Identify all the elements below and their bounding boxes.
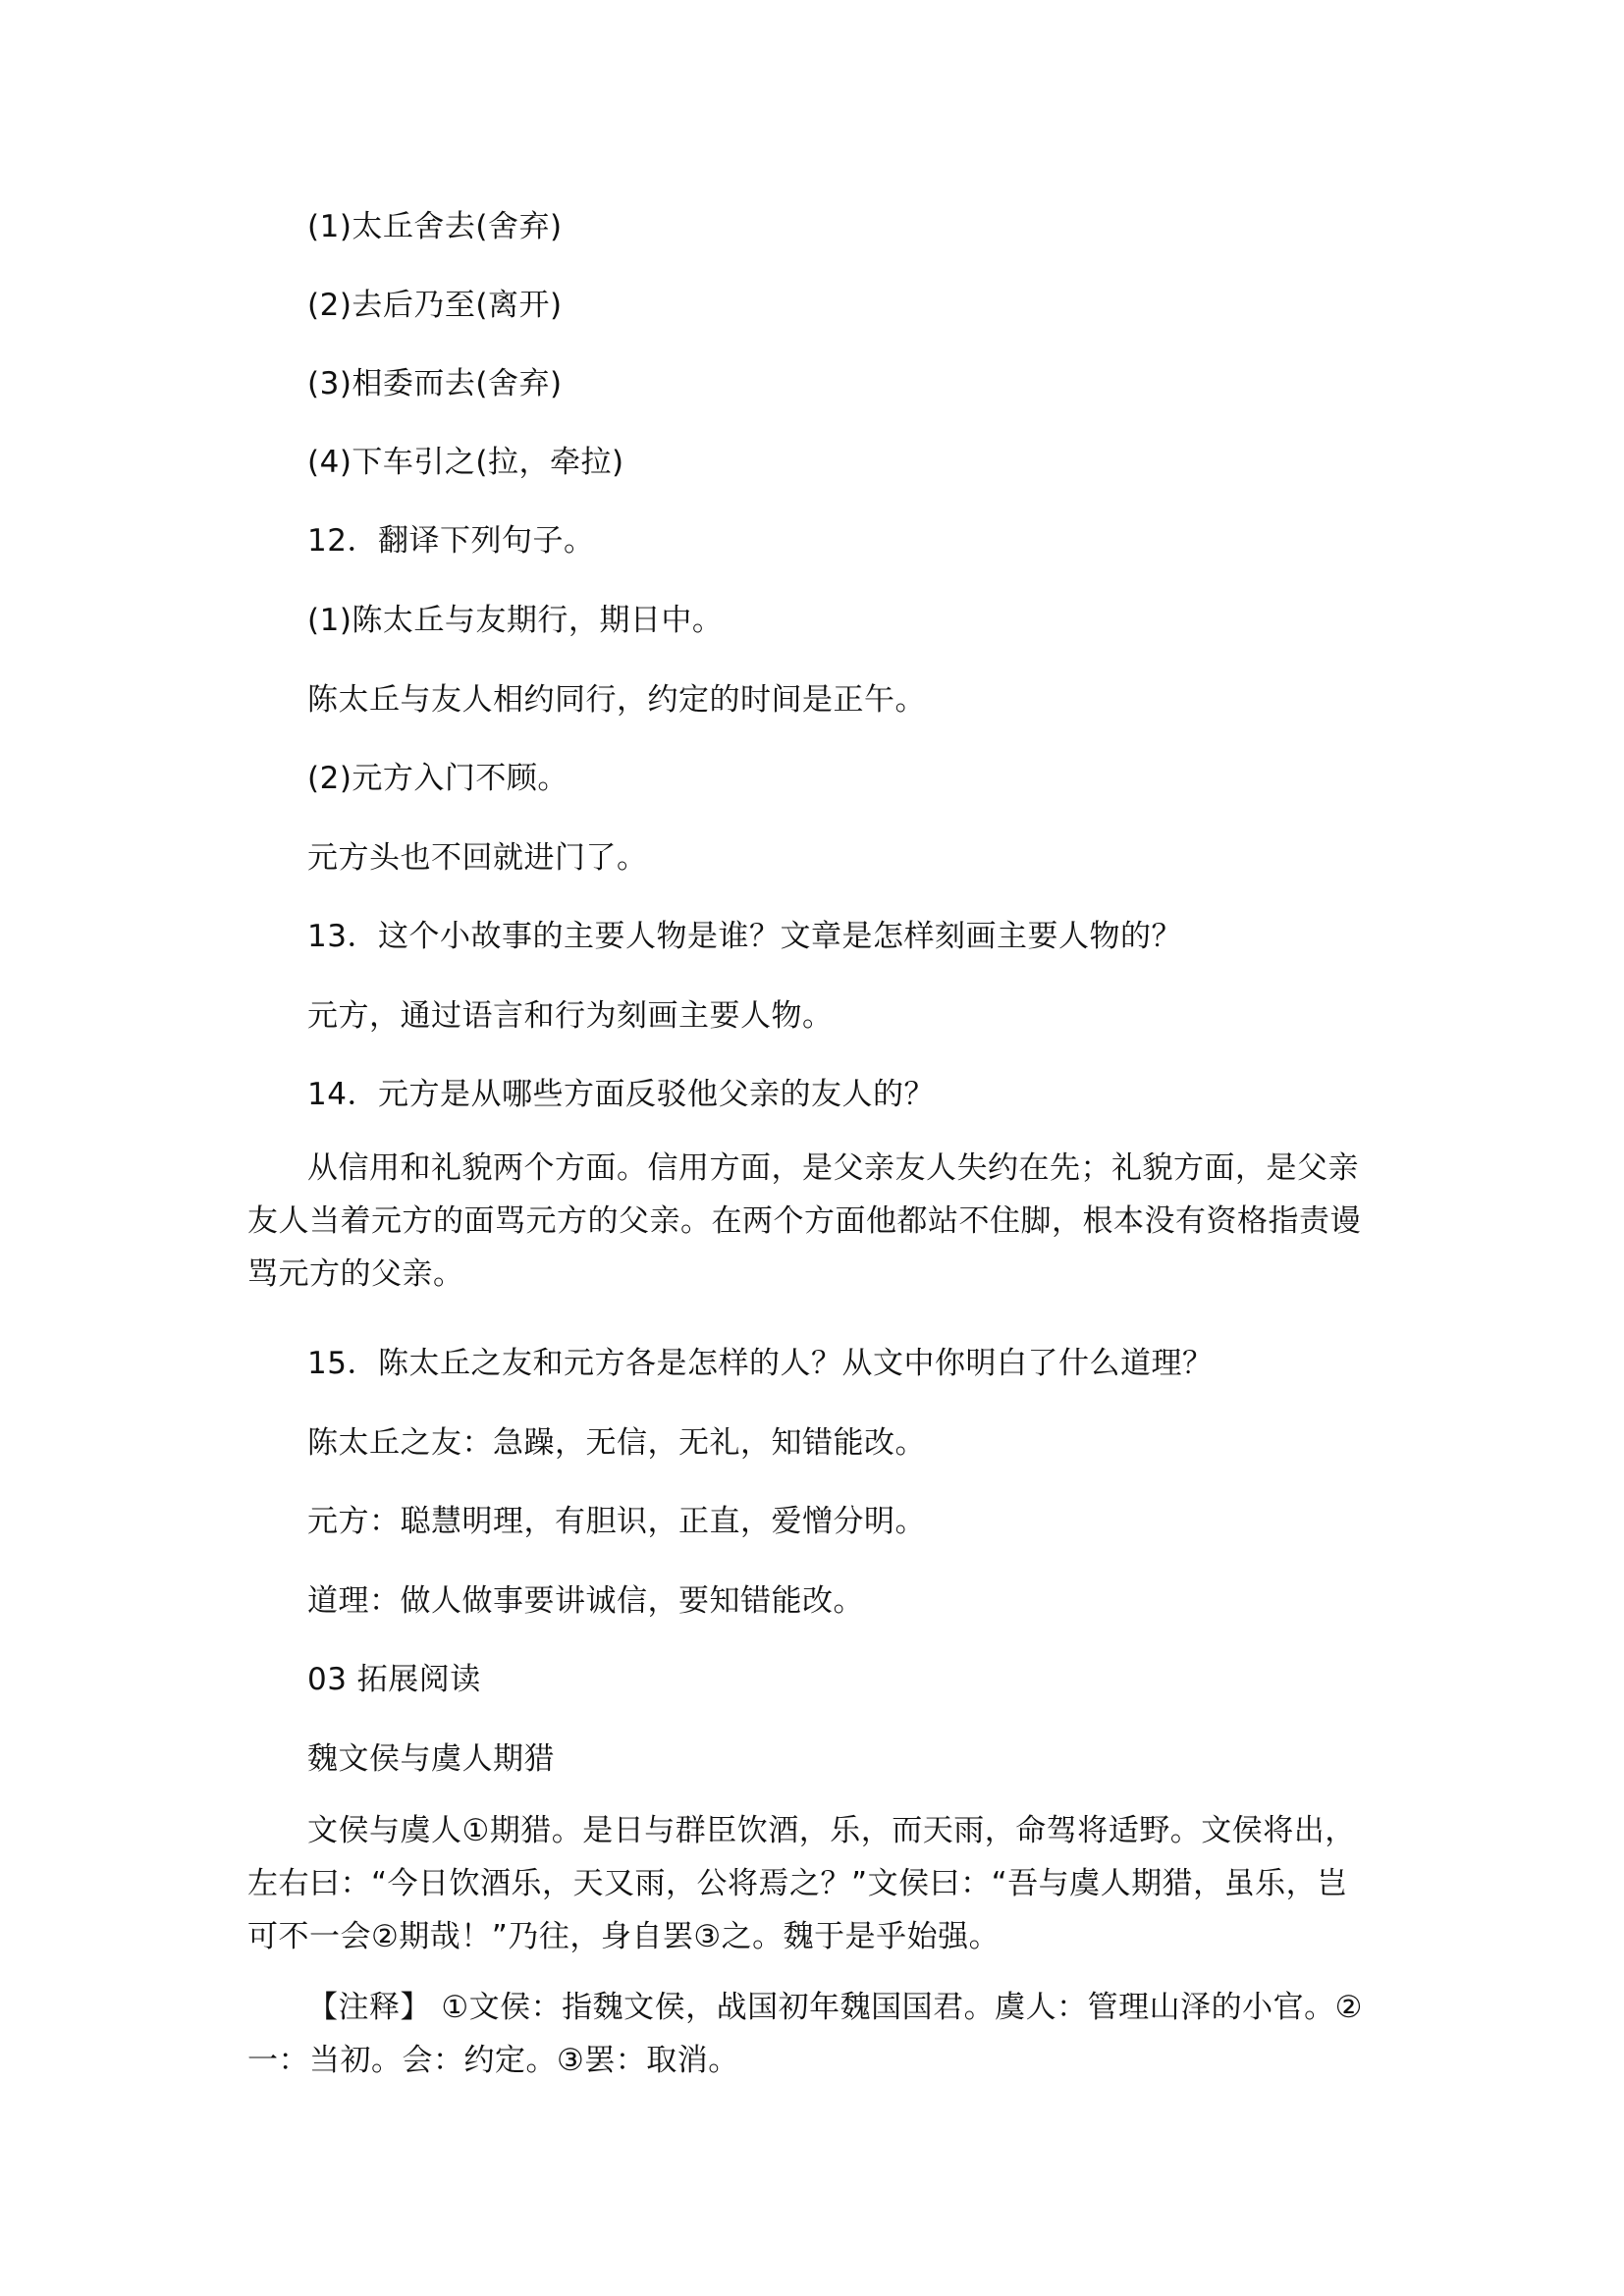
notes-paragraph: 【注释】 ①文侯：指魏文侯，战国初年魏国国君。虞人：管理山泽的小官。②一：当初。会：约定。③罢：取消。 <box>247 1990 1363 2078</box>
q12-sentence-2: (2)元方入门不顾。 <box>307 761 568 796</box>
q15-answer-friend: 陈太丘之友：急躁，无信，无礼，知错能改。 <box>307 1425 926 1461</box>
story-paragraph: 文侯与虞人①期猎。是日与群臣饮酒，乐，而天雨，命驾将适野。文侯将出，左右曰：“今日饮酒乐，天又雨，公将焉之？”文侯曰：“吾与虞人期猎，虽乐，岂可不一会②期哉！”乃往，身自罢③之。魏于是乎始强。 <box>247 1813 1356 1954</box>
q13-answer: 元方，通过语言和行为刻画主要人物。 <box>307 998 834 1034</box>
answer-line-3: (3)相委而去(舍弃) <box>307 366 563 401</box>
q15-answer-yuanfang: 元方：聪慧明理，有胆识，正直，爱憎分明。 <box>307 1504 926 1539</box>
answer-line-4: (4)下车引之(拉，牵拉) <box>307 445 624 480</box>
answer-line-1: (1)太丘舍去(舍弃) <box>307 209 563 244</box>
q14-answer-paragraph: 从信用和礼貌两个方面。信用方面，是父亲友人失约在先；礼貌方面，是父亲友人当着元方的面骂元方的父亲。在两个方面他都站不住脚，根本没有资格指责谩骂元方的父亲。 <box>247 1150 1361 1292</box>
q12-translation-1: 陈太丘与友人相约同行，约定的时间是正午。 <box>307 682 926 718</box>
answer-line-2: (2)去后乃至(离开) <box>307 288 563 323</box>
section-heading-extended-reading: 03 拓展阅读 <box>307 1662 481 1697</box>
q12-translation-2: 元方头也不回就进门了。 <box>307 840 648 876</box>
q15-answer-principle: 道理：做人做事要讲诚信，要知错能改。 <box>307 1583 864 1619</box>
question-14: 14．元方是从哪些方面反驳他父亲的友人的？ <box>307 1077 935 1112</box>
question-15: 15．陈太丘之友和元方各是怎样的人？从文中你明白了什么道理？ <box>307 1346 1214 1381</box>
question-13: 13．这个小故事的主要人物是谁？文章是怎样刻画主要人物的？ <box>307 919 1182 954</box>
q12-sentence-1: (1)陈太丘与友期行，期日中。 <box>307 603 724 638</box>
story-title: 魏文侯与虞人期猎 <box>307 1741 555 1777</box>
question-12: 12．翻译下列句子。 <box>307 523 595 559</box>
